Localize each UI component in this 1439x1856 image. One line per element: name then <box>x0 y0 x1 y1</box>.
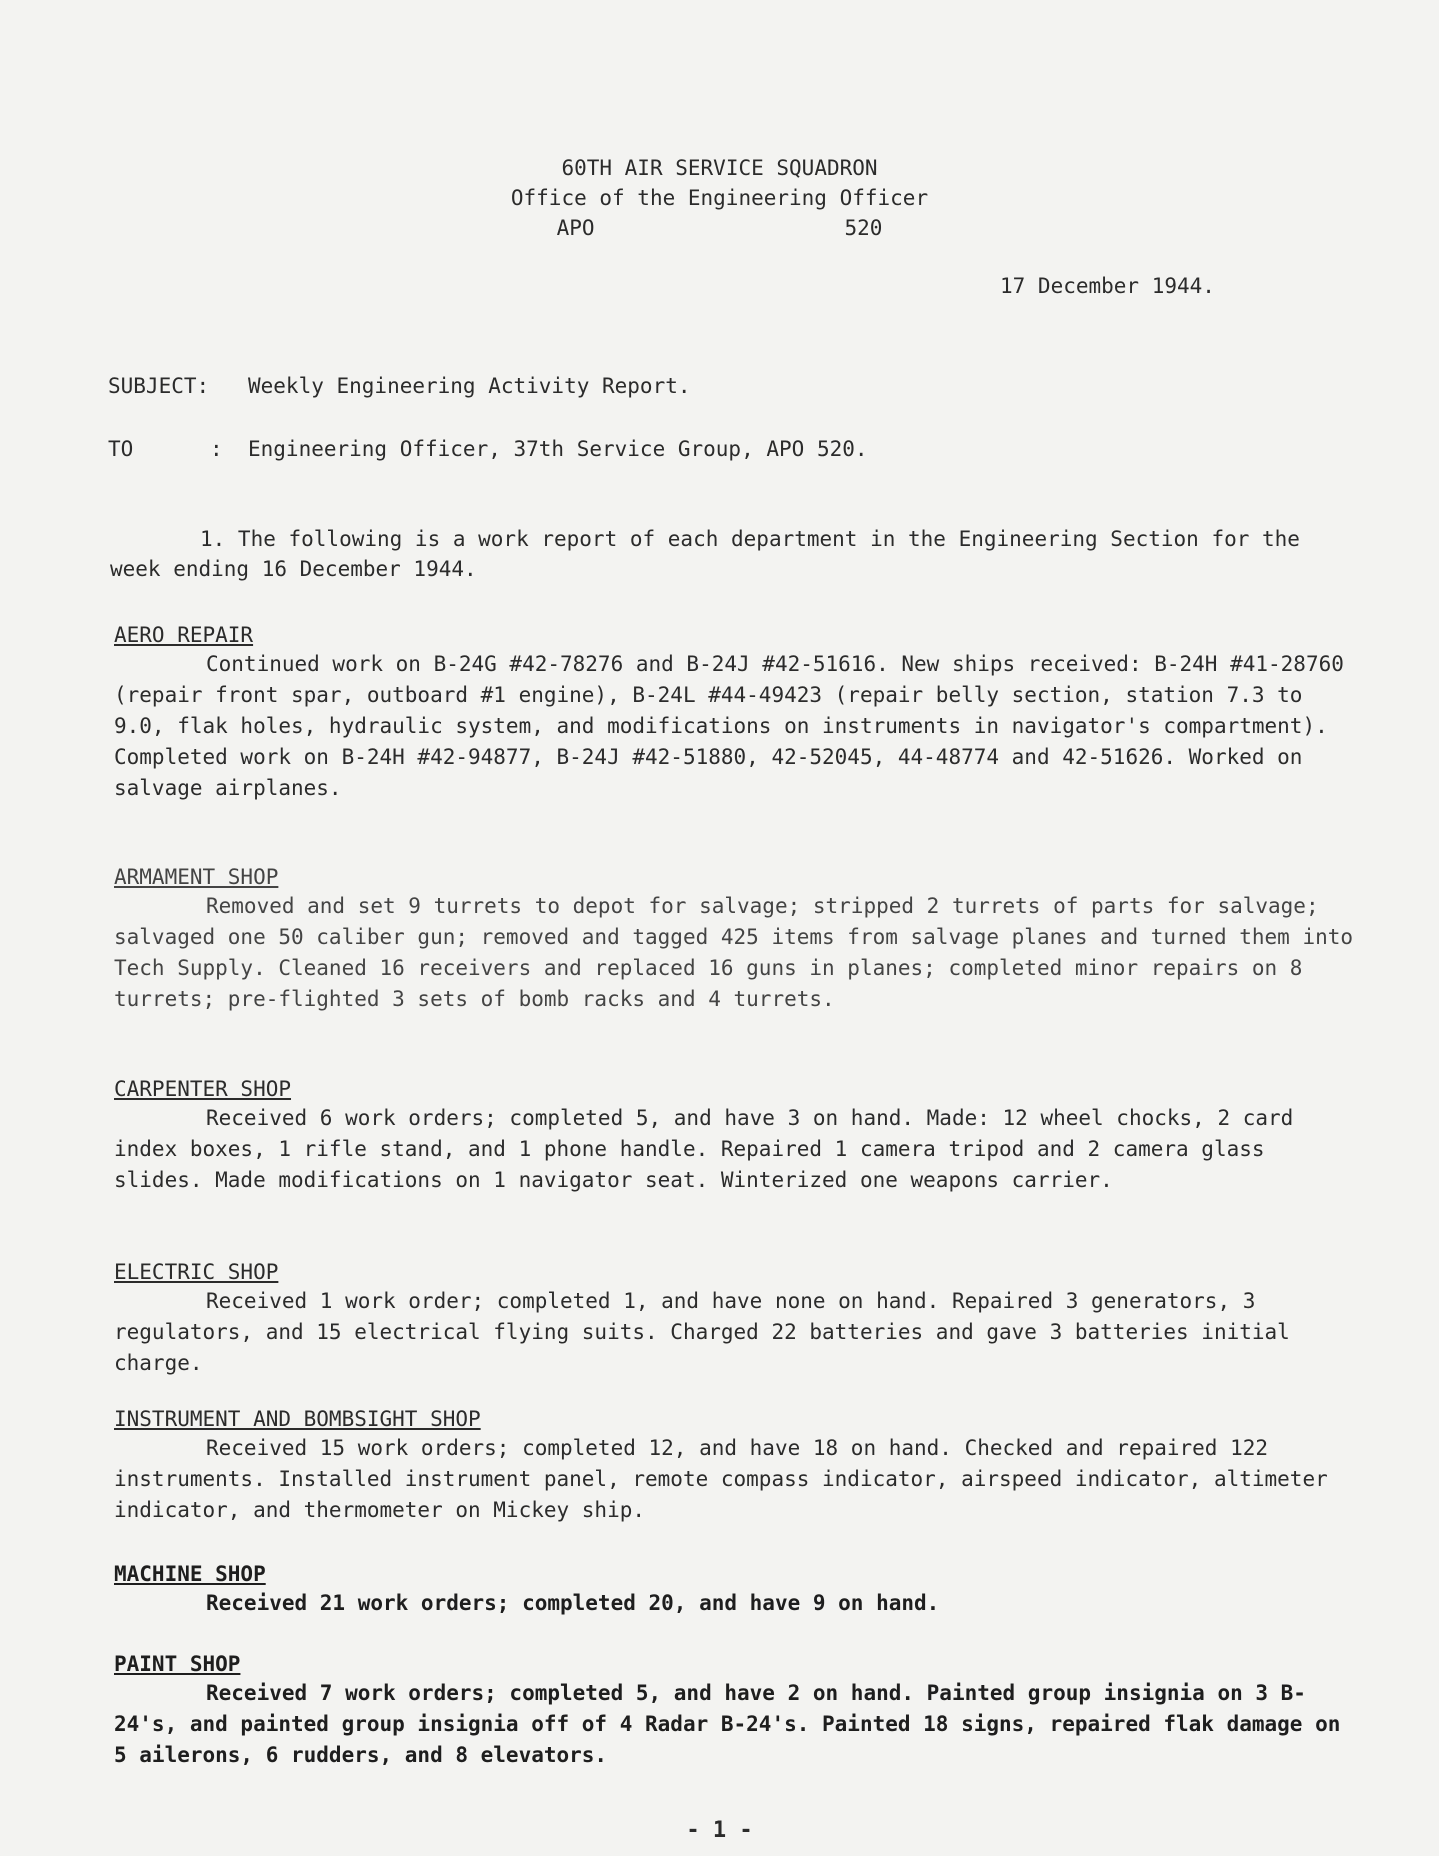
section-paint-shop <box>114 1650 1354 1771</box>
section-body: Received 21 work orders; completed 20, and have 9 on hand. <box>206 1591 940 1615</box>
section-carpenter-shop <box>114 1075 1354 1196</box>
to-label: TO <box>108 437 134 461</box>
section-body: Received 15 work orders; completed 12, and have 18 on hand. Checked and repaired 122 instruments. Installed instrument panel, remote compass indicator, airspeed indicator, altimeter indicator, and thermometer on Mickey ship. <box>114 1436 1328 1522</box>
section-title: AERO REPAIR <box>114 623 254 647</box>
section-title: ELECTRIC SHOP <box>114 1260 279 1284</box>
section-body: Received 6 work orders; completed 5, and have 3 on hand. Made: 12 wheel chocks, 2 card index boxes, 1 rifle stand, and 1 phone handle. Repaired 1 camera tripod and 2 camera glass slides. Made modifications on 1 navigator seat. Winterized one weapons carrier. <box>114 1106 1294 1192</box>
subject-value: Weekly Engineering Activity Report. <box>248 374 691 398</box>
section-title: ARMAMENT SHOP <box>114 865 279 889</box>
subject-line <box>108 374 691 398</box>
section-title: MACHINE SHOP <box>114 1562 266 1586</box>
section-armament-shop <box>114 863 1354 1015</box>
page-number: - 1 - <box>686 1818 753 1843</box>
section-aero-repair <box>114 621 1354 804</box>
intro-text: 1. The following is a work report of each department in the Engineering Section for the week ending 16 December 1944. <box>110 527 1300 581</box>
apo-number: 520 <box>844 216 883 240</box>
office-name: Office of the Engineering Officer <box>510 186 929 210</box>
section-title: CARPENTER SHOP <box>114 1077 292 1101</box>
section-instrument-shop <box>114 1405 1354 1526</box>
to-colon: : <box>210 437 223 461</box>
section-body: Received 7 work orders; completed 5, and have 2 on hand. Painted group insignia on 3 B-24's, and painted group insignia off of 4 Radar B-24's. Painted 18 signs, repaired flak damage on 5 ailerons, 6 rudders, and 8 elevators. <box>114 1681 1341 1767</box>
to-line <box>108 437 868 461</box>
intro-paragraph <box>110 524 1350 584</box>
section-body: Removed and set 9 turrets to depot for salvage; stripped 2 turrets of parts for salvage; salvaged one 50 caliber gun; removed and tagged 425 items from salvage planes and turned them into Tech Supply. Cleaned 16 receivers and replaced 16 guns in planes; completed minor repairs on 8 turrets; pre-flighted 3 sets of bomb racks and 4 turrets. <box>114 894 1354 1011</box>
memo-date: 17 December 1944. <box>1000 274 1215 298</box>
section-electric-shop <box>114 1258 1354 1379</box>
section-body: Received 1 work order; completed 1, and have none on hand. Repaired 3 generators, 3 regulators, and 15 electrical flying suits. Charged 22 batteries and gave 3 batteries initial charge. <box>114 1289 1290 1375</box>
section-title: PAINT SHOP <box>114 1652 241 1676</box>
subject-label: SUBJECT: <box>108 374 210 398</box>
to-value: Engineering Officer, 37th Service Group, APO 520. <box>248 437 868 461</box>
section-body: Continued work on B-24G #42-78276 and B-24J #42-51616. New ships received: B-24H #41-28760 (repair front spar, outboard #1 engine), B-24L #44-49423 (repair belly section, station 7.3 to 9.0, flak holes, hydraulic system, and modifications on instruments in navigator's compartment). Completed work on B-24H #42-94877, B-24J #42-51880, 42-52045, 44-48774 and 42-51626. Worked on salvage airplanes. <box>114 652 1344 800</box>
section-machine-shop <box>114 1560 1354 1619</box>
section-title: INSTRUMENT AND BOMBSIGHT SHOP <box>114 1407 481 1431</box>
apo-label: APO <box>556 216 595 240</box>
apo-line <box>0 216 1439 240</box>
squadron-name: 60TH AIR SERVICE SQUADRON <box>561 156 878 180</box>
